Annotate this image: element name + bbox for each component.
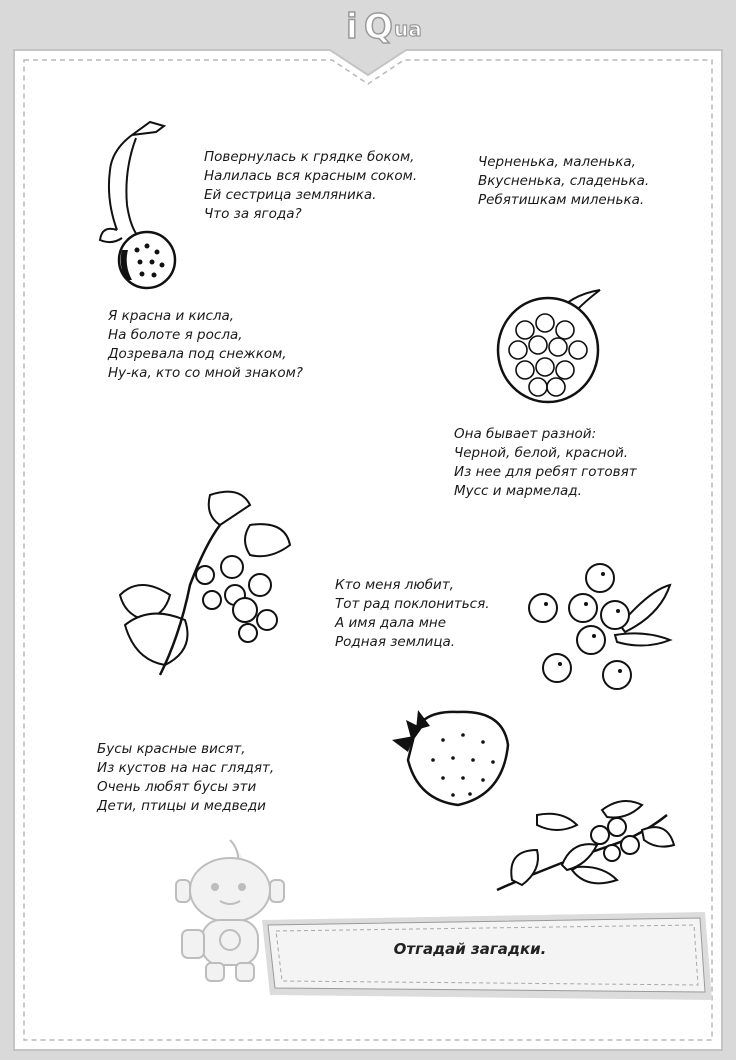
riddle-line: Родная землица. — [335, 634, 456, 650]
riddle-line: Ну-ка, кто со мной знаком? — [108, 365, 303, 381]
riddle-currant — [454, 425, 637, 501]
cranberry-picture — [525, 560, 675, 695]
riddle-line: Ей сестрица земляника. — [204, 187, 377, 203]
strawberry-picture — [388, 700, 518, 810]
raspberry-picture — [490, 285, 610, 410]
riddle-cranberry — [108, 307, 303, 383]
riddle-line: Бусы красные висят, — [97, 741, 246, 757]
riddle-rowan — [97, 740, 274, 816]
riddle-line: Что за ягода? — [204, 206, 302, 222]
lingonberry-picture — [492, 795, 677, 900]
riddle-line: Тот рад поклониться. — [335, 596, 490, 612]
logo-letters-rest: ua — [394, 17, 422, 41]
logo-letter-q: Q — [364, 7, 393, 47]
riddle-line: А имя дала мне — [335, 615, 447, 631]
riddle-line: Она бывает разной: — [454, 426, 597, 442]
currant-picture — [110, 485, 295, 685]
riddle-line: Налилась вся красным соком. — [204, 168, 418, 184]
riddle-line: Ребятишкам миленька. — [478, 192, 645, 208]
riddle-line: Вкусненька, сладенька. — [478, 173, 650, 189]
riddle-line: Я красна и кисла, — [108, 308, 235, 324]
cherry-picture — [92, 110, 192, 295]
riddle-cherry — [204, 148, 417, 224]
riddle-line: Кто меня любит, — [335, 577, 454, 593]
riddle-line: Черненька, маленька, — [478, 154, 636, 170]
riddle-line: Черной, белой, красной. — [454, 445, 629, 461]
riddle-line: Из нее для ребят готовят — [454, 464, 637, 480]
riddle-blackcurrant — [478, 153, 649, 210]
robot-mascot — [170, 835, 290, 985]
riddle-line: Из кустов на нас глядят, — [97, 760, 275, 776]
riddle-line: Дозревала под снежком, — [108, 346, 287, 362]
riddle-line: Повернулась к грядке боком, — [204, 149, 415, 165]
riddle-line: Мусс и мармелад. — [454, 483, 582, 499]
task-title: Отгадай загадки. — [393, 940, 547, 958]
logo-letter-i: i — [346, 7, 358, 47]
riddle-line: Очень любят бусы эти — [97, 779, 257, 795]
brand-logo — [340, 0, 460, 50]
riddle-strawberry — [335, 576, 490, 652]
riddle-line: На болоте я росла, — [108, 327, 243, 343]
riddle-line: Дети, птицы и медведи — [97, 798, 266, 814]
